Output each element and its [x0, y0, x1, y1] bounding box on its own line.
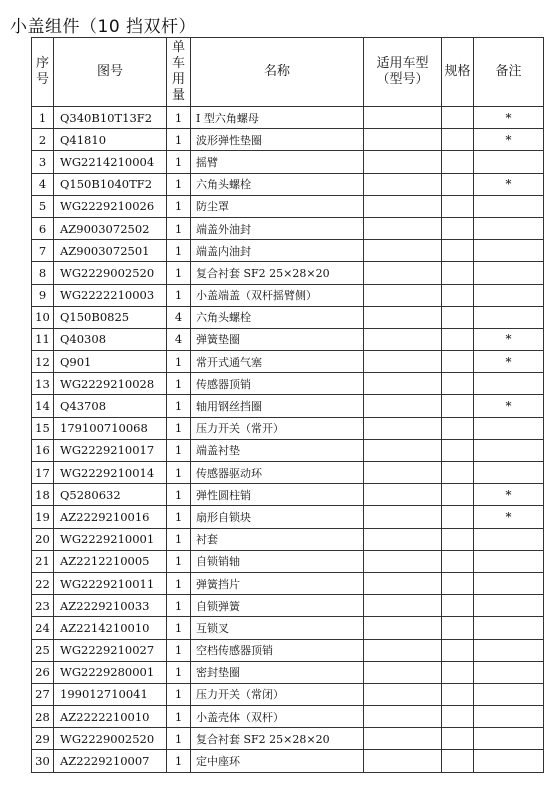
- cell-no: 24: [32, 617, 54, 639]
- cell-model: [364, 351, 442, 373]
- cell-note: *: [474, 129, 544, 151]
- cell-model: [364, 240, 442, 262]
- cell-part-no: 199012710041: [54, 683, 167, 705]
- cell-qty: 1: [167, 484, 191, 506]
- cell-note: [474, 284, 544, 306]
- table-row: [32, 595, 544, 617]
- cell-part-no: WG2229002520: [54, 728, 167, 750]
- cell-note: [474, 595, 544, 617]
- cell-model: [364, 129, 442, 151]
- cell-model: [364, 572, 442, 594]
- cell-spec: [442, 728, 474, 750]
- cell-name: 定中座环: [191, 750, 364, 772]
- cell-no: 2: [32, 129, 54, 151]
- cell-name: 常开式通气塞: [191, 351, 364, 373]
- cell-note: [474, 217, 544, 239]
- cell-part-no: Q41810: [54, 129, 167, 151]
- cell-qty: 1: [167, 217, 191, 239]
- header-spec: 规格: [442, 38, 474, 107]
- table-row: [32, 217, 544, 239]
- cell-model: [364, 661, 442, 683]
- cell-part-no: AZ9003072501: [54, 240, 167, 262]
- cell-spec: [442, 462, 474, 484]
- cell-part-no: WG2229210028: [54, 373, 167, 395]
- cell-no: 14: [32, 395, 54, 417]
- table-row: [32, 173, 544, 195]
- table-row: [32, 484, 544, 506]
- cell-spec: [442, 550, 474, 572]
- table-row: [32, 262, 544, 284]
- table-row: [32, 107, 544, 129]
- cell-model: [364, 151, 442, 173]
- cell-no: 27: [32, 683, 54, 705]
- cell-qty: 4: [167, 306, 191, 328]
- cell-model: [364, 107, 442, 129]
- cell-model: [364, 417, 442, 439]
- cell-note: *: [474, 506, 544, 528]
- table-row: [32, 417, 544, 439]
- cell-note: [474, 706, 544, 728]
- cell-no: 22: [32, 572, 54, 594]
- cell-model: [364, 217, 442, 239]
- cell-part-no: Q40308: [54, 328, 167, 350]
- cell-qty: 1: [167, 683, 191, 705]
- page-title: 小盖组件（10 挡双杆）: [10, 17, 197, 37]
- table-header-row: [32, 38, 544, 107]
- cell-qty: 1: [167, 151, 191, 173]
- cell-part-no: Q43708: [54, 395, 167, 417]
- cell-name: 小盖端盖（双杆摇臂侧）: [191, 284, 364, 306]
- cell-spec: [442, 439, 474, 461]
- cell-part-no: WG2229210001: [54, 528, 167, 550]
- cell-part-no: WG2229210026: [54, 195, 167, 217]
- table-row: [32, 151, 544, 173]
- cell-name: 复合衬套 SF2 25×28×20: [191, 262, 364, 284]
- cell-no: 13: [32, 373, 54, 395]
- cell-part-no: AZ2222210010: [54, 706, 167, 728]
- cell-name: 小盖壳体（双杆）: [191, 706, 364, 728]
- cell-part-no: Q340B10T13F2: [54, 107, 167, 129]
- cell-spec: [442, 617, 474, 639]
- cell-part-no: AZ2214210010: [54, 617, 167, 639]
- cell-qty: 1: [167, 572, 191, 594]
- table-row: [32, 661, 544, 683]
- cell-name: 衬套: [191, 528, 364, 550]
- cell-name: 自锁弹簧: [191, 595, 364, 617]
- cell-model: [364, 750, 442, 772]
- cell-name: 轴用钢丝挡圈: [191, 395, 364, 417]
- cell-model: [364, 462, 442, 484]
- cell-qty: 1: [167, 417, 191, 439]
- header-model: 适用车型（型号）: [364, 38, 442, 107]
- table-row: [32, 373, 544, 395]
- cell-spec: [442, 750, 474, 772]
- cell-part-no: WG2229210011: [54, 572, 167, 594]
- table-row: [32, 284, 544, 306]
- cell-no: 3: [32, 151, 54, 173]
- cell-model: [364, 706, 442, 728]
- cell-spec: [442, 217, 474, 239]
- cell-name: 密封垫圈: [191, 661, 364, 683]
- table-row: [32, 129, 544, 151]
- cell-no: 11: [32, 328, 54, 350]
- cell-name: 空档传感器顶销: [191, 639, 364, 661]
- cell-name: I 型六角螺母: [191, 107, 364, 129]
- cell-note: [474, 572, 544, 594]
- cell-note: [474, 750, 544, 772]
- cell-qty: 1: [167, 595, 191, 617]
- cell-spec: [442, 395, 474, 417]
- cell-model: [364, 262, 442, 284]
- cell-spec: [442, 306, 474, 328]
- header-name: 名称: [191, 38, 364, 107]
- cell-no: 7: [32, 240, 54, 262]
- cell-part-no: AZ2229210007: [54, 750, 167, 772]
- cell-spec: [442, 484, 474, 506]
- cell-model: [364, 506, 442, 528]
- cell-qty: 1: [167, 107, 191, 129]
- cell-part-no: WG2222210003: [54, 284, 167, 306]
- cell-qty: 1: [167, 706, 191, 728]
- cell-note: *: [474, 328, 544, 350]
- cell-no: 18: [32, 484, 54, 506]
- cell-model: [364, 683, 442, 705]
- header-part-no: 图号: [54, 38, 167, 107]
- cell-model: [364, 528, 442, 550]
- cell-no: 10: [32, 306, 54, 328]
- table-row: [32, 617, 544, 639]
- table-row: [32, 750, 544, 772]
- cell-qty: 1: [167, 351, 191, 373]
- table-row: [32, 706, 544, 728]
- cell-model: [364, 439, 442, 461]
- cell-spec: [442, 639, 474, 661]
- cell-note: *: [474, 484, 544, 506]
- cell-name: 扇形自锁块: [191, 506, 364, 528]
- cell-no: 20: [32, 528, 54, 550]
- cell-name: 弹性圆柱销: [191, 484, 364, 506]
- cell-note: *: [474, 395, 544, 417]
- cell-model: [364, 284, 442, 306]
- cell-qty: 1: [167, 728, 191, 750]
- cell-model: [364, 639, 442, 661]
- cell-no: 4: [32, 173, 54, 195]
- cell-qty: 1: [167, 373, 191, 395]
- cell-note: *: [474, 173, 544, 195]
- cell-note: [474, 439, 544, 461]
- cell-note: [474, 639, 544, 661]
- cell-model: [364, 728, 442, 750]
- cell-part-no: Q5280632: [54, 484, 167, 506]
- cell-no: 12: [32, 351, 54, 373]
- cell-note: [474, 195, 544, 217]
- cell-name: 端盖外油封: [191, 217, 364, 239]
- cell-model: [364, 484, 442, 506]
- cell-part-no: AZ9003072502: [54, 217, 167, 239]
- table-row: [32, 728, 544, 750]
- cell-no: 6: [32, 217, 54, 239]
- cell-qty: 1: [167, 462, 191, 484]
- cell-model: [364, 617, 442, 639]
- cell-qty: 1: [167, 284, 191, 306]
- cell-spec: [442, 151, 474, 173]
- cell-part-no: Q901: [54, 351, 167, 373]
- cell-qty: 1: [167, 439, 191, 461]
- table-row: [32, 439, 544, 461]
- cell-spec: [442, 328, 474, 350]
- cell-no: 25: [32, 639, 54, 661]
- cell-model: [364, 550, 442, 572]
- cell-no: 23: [32, 595, 54, 617]
- cell-note: [474, 617, 544, 639]
- cell-name: 防尘罩: [191, 195, 364, 217]
- cell-note: *: [474, 107, 544, 129]
- cell-spec: [442, 107, 474, 129]
- cell-spec: [442, 373, 474, 395]
- cell-no: 16: [32, 439, 54, 461]
- cell-note: [474, 240, 544, 262]
- cell-part-no: WG2229210017: [54, 439, 167, 461]
- cell-qty: 1: [167, 528, 191, 550]
- cell-part-no: WG2229210014: [54, 462, 167, 484]
- cell-qty: 1: [167, 129, 191, 151]
- cell-spec: [442, 572, 474, 594]
- cell-name: 六角头螺栓: [191, 306, 364, 328]
- cell-name: 传感器顶销: [191, 373, 364, 395]
- cell-qty: 1: [167, 617, 191, 639]
- cell-name: 六角头螺栓: [191, 173, 364, 195]
- cell-qty: 1: [167, 750, 191, 772]
- cell-qty: 1: [167, 240, 191, 262]
- cell-name: 端盖衬垫: [191, 439, 364, 461]
- cell-name: 互锁叉: [191, 617, 364, 639]
- cell-no: 26: [32, 661, 54, 683]
- cell-part-no: Q150B0825: [54, 306, 167, 328]
- cell-model: [364, 306, 442, 328]
- cell-note: [474, 528, 544, 550]
- cell-note: [474, 728, 544, 750]
- table-row: [32, 195, 544, 217]
- cell-model: [364, 595, 442, 617]
- parts-table: [31, 37, 544, 773]
- cell-qty: 1: [167, 506, 191, 528]
- cell-model: [364, 373, 442, 395]
- table-row: [32, 240, 544, 262]
- cell-spec: [442, 528, 474, 550]
- cell-part-no: AZ2212210005: [54, 550, 167, 572]
- cell-qty: 1: [167, 550, 191, 572]
- cell-spec: [442, 661, 474, 683]
- header-no: 序号: [32, 38, 54, 107]
- table-row: [32, 550, 544, 572]
- cell-no: 1: [32, 107, 54, 129]
- header-note: 备注: [474, 38, 544, 107]
- cell-no: 28: [32, 706, 54, 728]
- cell-note: [474, 683, 544, 705]
- cell-part-no: WG2229210027: [54, 639, 167, 661]
- cell-part-no: Q150B1040TF2: [54, 173, 167, 195]
- cell-spec: [442, 506, 474, 528]
- cell-model: [364, 195, 442, 217]
- cell-qty: 1: [167, 661, 191, 683]
- cell-part-no: WG2229280001: [54, 661, 167, 683]
- cell-note: [474, 306, 544, 328]
- table-row: [32, 351, 544, 373]
- cell-spec: [442, 351, 474, 373]
- cell-no: 19: [32, 506, 54, 528]
- cell-note: [474, 550, 544, 572]
- cell-note: [474, 151, 544, 173]
- cell-spec: [442, 173, 474, 195]
- table-row: [32, 528, 544, 550]
- table-row: [32, 306, 544, 328]
- cell-name: 传感器驱动环: [191, 462, 364, 484]
- cell-model: [364, 395, 442, 417]
- cell-no: 29: [32, 728, 54, 750]
- cell-part-no: 179100710068: [54, 417, 167, 439]
- cell-spec: [442, 706, 474, 728]
- table-row: [32, 328, 544, 350]
- cell-note: [474, 661, 544, 683]
- table-row: [32, 572, 544, 594]
- cell-spec: [442, 284, 474, 306]
- cell-spec: [442, 195, 474, 217]
- cell-qty: 1: [167, 395, 191, 417]
- header-qty: 单车用量: [167, 38, 191, 107]
- cell-spec: [442, 683, 474, 705]
- cell-no: 17: [32, 462, 54, 484]
- table-row: [32, 462, 544, 484]
- cell-spec: [442, 240, 474, 262]
- cell-qty: 1: [167, 639, 191, 661]
- cell-note: [474, 417, 544, 439]
- cell-qty: 1: [167, 195, 191, 217]
- cell-qty: 1: [167, 173, 191, 195]
- cell-part-no: AZ2229210033: [54, 595, 167, 617]
- cell-note: [474, 462, 544, 484]
- cell-no: 21: [32, 550, 54, 572]
- cell-name: 弹簧垫圈: [191, 328, 364, 350]
- cell-part-no: AZ2229210016: [54, 506, 167, 528]
- cell-spec: [442, 595, 474, 617]
- cell-name: 波形弹性垫圈: [191, 129, 364, 151]
- cell-qty: 1: [167, 262, 191, 284]
- cell-no: 5: [32, 195, 54, 217]
- cell-name: 复合衬套 SF2 25×28×20: [191, 728, 364, 750]
- table-row: [32, 395, 544, 417]
- table-row: [32, 506, 544, 528]
- cell-name: 端盖内油封: [191, 240, 364, 262]
- cell-part-no: WG2229002520: [54, 262, 167, 284]
- cell-note: [474, 373, 544, 395]
- cell-name: 弹簧挡片: [191, 572, 364, 594]
- cell-qty: 4: [167, 328, 191, 350]
- cell-no: 9: [32, 284, 54, 306]
- cell-name: 压力开关（常开）: [191, 417, 364, 439]
- table-row: [32, 683, 544, 705]
- cell-name: 压力开关（常闭）: [191, 683, 364, 705]
- cell-no: 15: [32, 417, 54, 439]
- cell-no: 8: [32, 262, 54, 284]
- cell-note: [474, 262, 544, 284]
- table-row: [32, 639, 544, 661]
- cell-spec: [442, 417, 474, 439]
- cell-name: 摇臂: [191, 151, 364, 173]
- cell-note: *: [474, 351, 544, 373]
- cell-model: [364, 328, 442, 350]
- cell-spec: [442, 129, 474, 151]
- cell-spec: [442, 262, 474, 284]
- cell-model: [364, 173, 442, 195]
- cell-name: 自锁销轴: [191, 550, 364, 572]
- cell-part-no: WG2214210004: [54, 151, 167, 173]
- cell-no: 30: [32, 750, 54, 772]
